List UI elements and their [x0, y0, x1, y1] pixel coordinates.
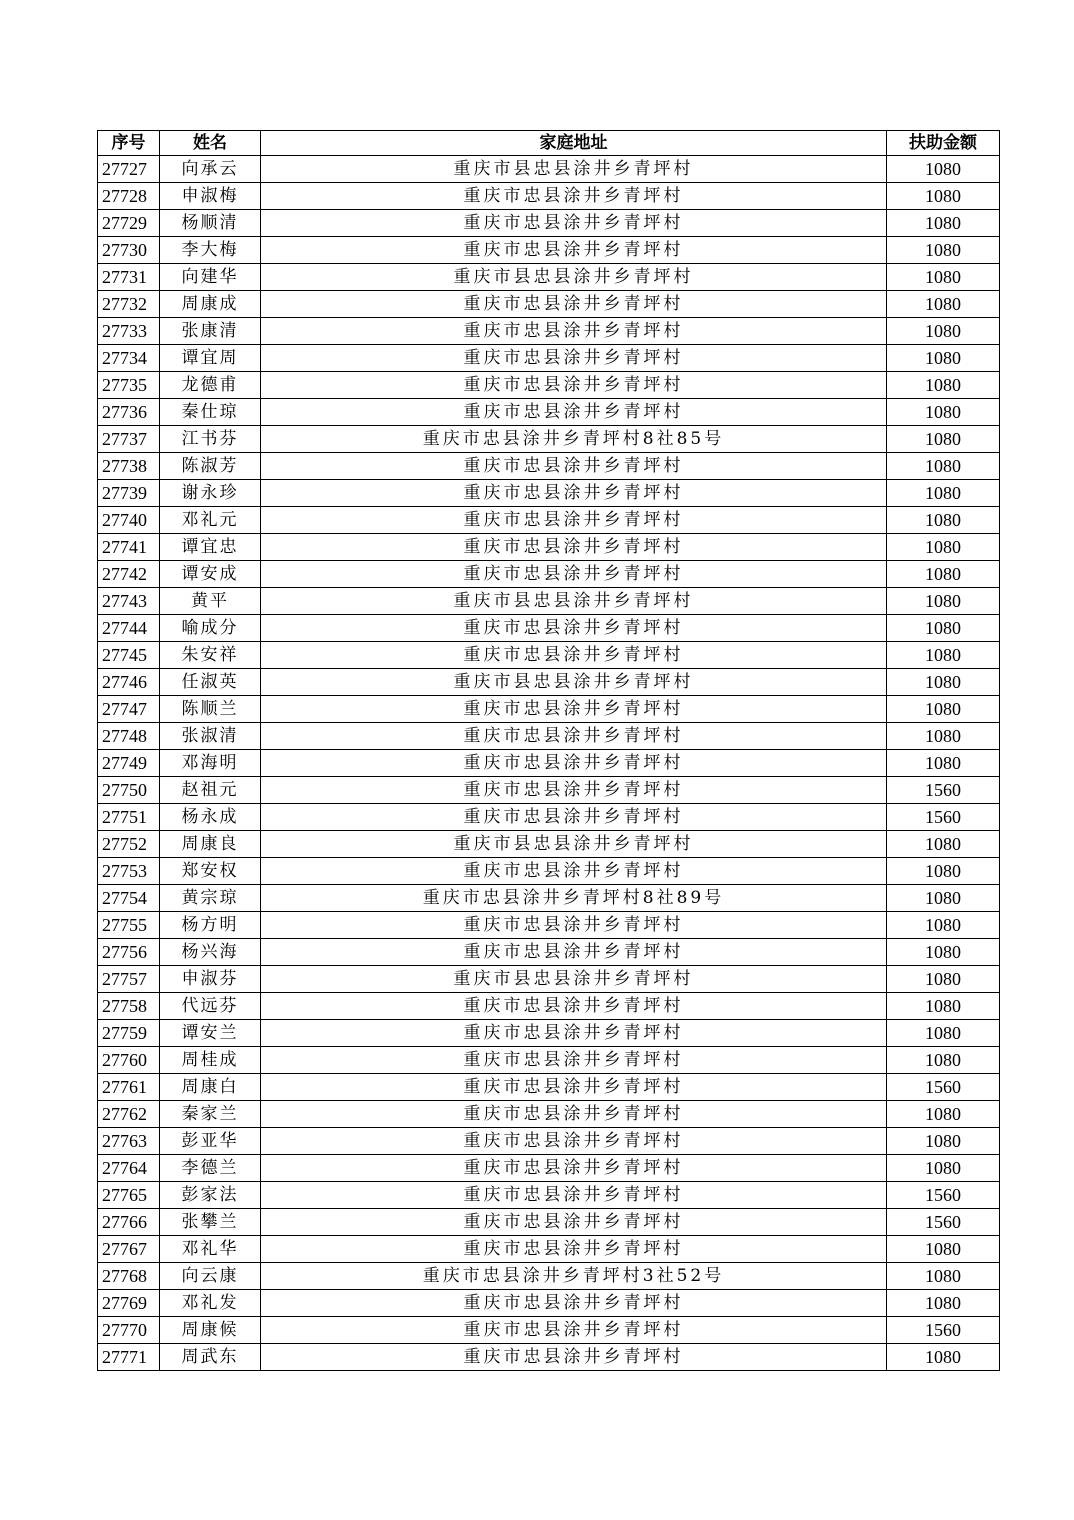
- row-number: 27757: [98, 966, 160, 993]
- row-address: 重庆市县忠县涂井乡青坪村: [261, 831, 887, 858]
- row-name: 李德兰: [160, 1155, 261, 1182]
- table-row: [98, 750, 1000, 777]
- row-number: 27765: [98, 1182, 160, 1209]
- row-number: 27731: [98, 264, 160, 291]
- row-number: 27771: [98, 1344, 160, 1371]
- row-name: 李大梅: [160, 237, 261, 264]
- row-name: 谢永珍: [160, 480, 261, 507]
- table-row: [98, 372, 1000, 399]
- row-amount: 1080: [887, 1155, 1000, 1182]
- row-address: 重庆市县忠县涂井乡青坪村: [261, 669, 887, 696]
- table-row: [98, 318, 1000, 345]
- row-amount: 1080: [887, 939, 1000, 966]
- row-amount: 1080: [887, 750, 1000, 777]
- row-amount: 1080: [887, 993, 1000, 1020]
- row-number: 27741: [98, 534, 160, 561]
- table-row: [98, 1101, 1000, 1128]
- row-amount: 1080: [887, 615, 1000, 642]
- row-amount: 1080: [887, 858, 1000, 885]
- row-name: 杨方明: [160, 912, 261, 939]
- row-address: 重庆市忠县涂井乡青坪村: [261, 399, 887, 426]
- table-row: [98, 696, 1000, 723]
- row-number: 27756: [98, 939, 160, 966]
- row-name: 周康良: [160, 831, 261, 858]
- table-row: [98, 642, 1000, 669]
- row-number: 27734: [98, 345, 160, 372]
- header-address: 家庭地址: [261, 131, 887, 156]
- row-address: 重庆市县忠县涂井乡青坪村: [261, 264, 887, 291]
- table-row: [98, 1182, 1000, 1209]
- row-number: 27753: [98, 858, 160, 885]
- table-row: [98, 939, 1000, 966]
- row-address: 重庆市忠县涂井乡青坪村: [261, 696, 887, 723]
- row-number: 27749: [98, 750, 160, 777]
- row-address: 重庆市忠县涂井乡青坪村: [261, 993, 887, 1020]
- table-row: [98, 291, 1000, 318]
- row-name: 申淑梅: [160, 183, 261, 210]
- row-number: 27727: [98, 156, 160, 183]
- row-amount: 1080: [887, 1236, 1000, 1263]
- row-name: 向承云: [160, 156, 261, 183]
- row-number: 27761: [98, 1074, 160, 1101]
- row-name: 秦家兰: [160, 1101, 261, 1128]
- row-number: 27728: [98, 183, 160, 210]
- row-name: 杨顺清: [160, 210, 261, 237]
- row-address: 重庆市忠县涂井乡青坪村8社89号: [261, 885, 887, 912]
- row-amount: 1560: [887, 777, 1000, 804]
- row-address: 重庆市忠县涂井乡青坪村: [261, 345, 887, 372]
- table-row: [98, 1155, 1000, 1182]
- row-number: 27744: [98, 615, 160, 642]
- table-row: [98, 345, 1000, 372]
- header-no: 序号: [98, 131, 160, 156]
- assistance-table: [97, 130, 1000, 1371]
- table-row: [98, 426, 1000, 453]
- table-row: [98, 453, 1000, 480]
- row-amount: 1080: [887, 237, 1000, 264]
- row-amount: 1080: [887, 1263, 1000, 1290]
- row-number: 27763: [98, 1128, 160, 1155]
- row-name: 陈顺兰: [160, 696, 261, 723]
- row-amount: 1080: [887, 210, 1000, 237]
- row-name: 郑安权: [160, 858, 261, 885]
- row-name: 谭安兰: [160, 1020, 261, 1047]
- table-row: [98, 156, 1000, 183]
- row-amount: 1080: [887, 696, 1000, 723]
- row-name: 黄宗琼: [160, 885, 261, 912]
- table-row: [98, 1074, 1000, 1101]
- row-number: 27760: [98, 1047, 160, 1074]
- row-amount: 1080: [887, 885, 1000, 912]
- row-address: 重庆市忠县涂井乡青坪村: [261, 939, 887, 966]
- row-name: 谭安成: [160, 561, 261, 588]
- row-address: 重庆市忠县涂井乡青坪村: [261, 804, 887, 831]
- row-number: 27729: [98, 210, 160, 237]
- row-amount: 1560: [887, 1182, 1000, 1209]
- row-address: 重庆市忠县涂井乡青坪村: [261, 210, 887, 237]
- table-row: [98, 669, 1000, 696]
- row-amount: 1080: [887, 1344, 1000, 1371]
- header-row: [98, 131, 1000, 156]
- row-number: 27758: [98, 993, 160, 1020]
- row-address: 重庆市忠县涂井乡青坪村: [261, 777, 887, 804]
- row-number: 27755: [98, 912, 160, 939]
- row-name: 张淑清: [160, 723, 261, 750]
- row-amount: 1080: [887, 669, 1000, 696]
- header-name: 姓名: [160, 131, 261, 156]
- row-address: 重庆市忠县涂井乡青坪村: [261, 1344, 887, 1371]
- row-name: 周康候: [160, 1317, 261, 1344]
- row-number: 27767: [98, 1236, 160, 1263]
- row-address: 重庆市忠县涂井乡青坪村3社52号: [261, 1263, 887, 1290]
- table-row: [98, 561, 1000, 588]
- row-number: 27766: [98, 1209, 160, 1236]
- row-address: 重庆市忠县涂井乡青坪村: [261, 1155, 887, 1182]
- row-amount: 1080: [887, 426, 1000, 453]
- row-amount: 1080: [887, 1128, 1000, 1155]
- row-amount: 1080: [887, 507, 1000, 534]
- row-number: 27762: [98, 1101, 160, 1128]
- row-name: 周武东: [160, 1344, 261, 1371]
- row-amount: 1080: [887, 345, 1000, 372]
- header-amount: 扶助金额: [887, 131, 1000, 156]
- row-address: 重庆市忠县涂井乡青坪村: [261, 1236, 887, 1263]
- row-number: 27770: [98, 1317, 160, 1344]
- row-amount: 1080: [887, 480, 1000, 507]
- row-number: 27740: [98, 507, 160, 534]
- row-address: 重庆市忠县涂井乡青坪村: [261, 1317, 887, 1344]
- row-amount: 1080: [887, 453, 1000, 480]
- row-amount: 1080: [887, 831, 1000, 858]
- row-amount: 1560: [887, 1074, 1000, 1101]
- row-address: 重庆市忠县涂井乡青坪村: [261, 1101, 887, 1128]
- row-name: 陈淑芳: [160, 453, 261, 480]
- row-name: 向建华: [160, 264, 261, 291]
- row-address: 重庆市忠县涂井乡青坪村: [261, 750, 887, 777]
- row-number: 27745: [98, 642, 160, 669]
- row-name: 龙德甫: [160, 372, 261, 399]
- row-address: 重庆市忠县涂井乡青坪村: [261, 912, 887, 939]
- row-amount: 1080: [887, 966, 1000, 993]
- row-number: 27748: [98, 723, 160, 750]
- table-row: [98, 1209, 1000, 1236]
- table-row: [98, 1344, 1000, 1371]
- row-number: 27735: [98, 372, 160, 399]
- row-name: 周桂成: [160, 1047, 261, 1074]
- table-row: [98, 210, 1000, 237]
- row-address: 重庆市忠县涂井乡青坪村: [261, 615, 887, 642]
- row-address: 重庆市忠县涂井乡青坪村: [261, 642, 887, 669]
- row-name: 赵祖元: [160, 777, 261, 804]
- row-address: 重庆市忠县涂井乡青坪村: [261, 723, 887, 750]
- row-address: 重庆市忠县涂井乡青坪村: [261, 237, 887, 264]
- row-amount: 1080: [887, 1020, 1000, 1047]
- row-address: 重庆市忠县涂井乡青坪村: [261, 183, 887, 210]
- row-number: 27739: [98, 480, 160, 507]
- row-amount: 1080: [887, 156, 1000, 183]
- row-name: 喻成分: [160, 615, 261, 642]
- row-amount: 1080: [887, 588, 1000, 615]
- row-amount: 1080: [887, 1290, 1000, 1317]
- row-number: 27743: [98, 588, 160, 615]
- row-address: 重庆市忠县涂井乡青坪村: [261, 561, 887, 588]
- row-number: 27737: [98, 426, 160, 453]
- row-number: 27732: [98, 291, 160, 318]
- row-number: 27769: [98, 1290, 160, 1317]
- row-amount: 1080: [887, 1101, 1000, 1128]
- row-name: 谭宜周: [160, 345, 261, 372]
- row-amount: 1560: [887, 1209, 1000, 1236]
- row-amount: 1080: [887, 561, 1000, 588]
- table-row: [98, 183, 1000, 210]
- table-row: [98, 1290, 1000, 1317]
- row-number: 27759: [98, 1020, 160, 1047]
- row-number: 27742: [98, 561, 160, 588]
- table-row: [98, 885, 1000, 912]
- row-amount: 1080: [887, 291, 1000, 318]
- row-address: 重庆市忠县涂井乡青坪村: [261, 372, 887, 399]
- row-number: 27768: [98, 1263, 160, 1290]
- table-row: [98, 264, 1000, 291]
- row-address: 重庆市县忠县涂井乡青坪村: [261, 966, 887, 993]
- table-row: [98, 1128, 1000, 1155]
- row-name: 杨兴海: [160, 939, 261, 966]
- row-name: 黄平: [160, 588, 261, 615]
- row-name: 秦仕琼: [160, 399, 261, 426]
- row-name: 申淑芬: [160, 966, 261, 993]
- row-name: 彭家法: [160, 1182, 261, 1209]
- row-amount: 1080: [887, 264, 1000, 291]
- row-address: 重庆市县忠县涂井乡青坪村: [261, 156, 887, 183]
- row-number: 27754: [98, 885, 160, 912]
- row-number: 27738: [98, 453, 160, 480]
- row-address: 重庆市忠县涂井乡青坪村: [261, 1128, 887, 1155]
- table-row: [98, 777, 1000, 804]
- row-name: 周康白: [160, 1074, 261, 1101]
- row-name: 朱安祥: [160, 642, 261, 669]
- row-address: 重庆市忠县涂井乡青坪村: [261, 318, 887, 345]
- row-name: 周康成: [160, 291, 261, 318]
- row-address: 重庆市忠县涂井乡青坪村: [261, 1290, 887, 1317]
- row-address: 重庆市忠县涂井乡青坪村: [261, 507, 887, 534]
- row-name: 张攀兰: [160, 1209, 261, 1236]
- row-address: 重庆市忠县涂井乡青坪村8社85号: [261, 426, 887, 453]
- table-row: [98, 1047, 1000, 1074]
- row-address: 重庆市忠县涂井乡青坪村: [261, 291, 887, 318]
- row-name: 邓海明: [160, 750, 261, 777]
- row-name: 杨永成: [160, 804, 261, 831]
- row-address: 重庆市县忠县涂井乡青坪村: [261, 588, 887, 615]
- row-amount: 1080: [887, 642, 1000, 669]
- row-number: 27733: [98, 318, 160, 345]
- row-name: 张康清: [160, 318, 261, 345]
- row-name: 邓礼元: [160, 507, 261, 534]
- row-number: 27747: [98, 696, 160, 723]
- table-row: [98, 993, 1000, 1020]
- row-address: 重庆市忠县涂井乡青坪村: [261, 1020, 887, 1047]
- table-row: [98, 831, 1000, 858]
- table-row: [98, 1263, 1000, 1290]
- row-amount: 1080: [887, 534, 1000, 561]
- table-row: [98, 237, 1000, 264]
- row-name: 邓礼发: [160, 1290, 261, 1317]
- row-address: 重庆市忠县涂井乡青坪村: [261, 1074, 887, 1101]
- table-row: [98, 1020, 1000, 1047]
- table-row: [98, 615, 1000, 642]
- table-row: [98, 858, 1000, 885]
- table-row: [98, 399, 1000, 426]
- row-amount: 1080: [887, 399, 1000, 426]
- row-name: 江书芬: [160, 426, 261, 453]
- row-amount: 1080: [887, 1047, 1000, 1074]
- row-address: 重庆市忠县涂井乡青坪村: [261, 1182, 887, 1209]
- table-row: [98, 534, 1000, 561]
- row-name: 向云康: [160, 1263, 261, 1290]
- row-amount: 1560: [887, 804, 1000, 831]
- row-amount: 1080: [887, 183, 1000, 210]
- row-name: 彭亚华: [160, 1128, 261, 1155]
- row-amount: 1080: [887, 372, 1000, 399]
- row-address: 重庆市忠县涂井乡青坪村: [261, 1209, 887, 1236]
- table-row: [98, 804, 1000, 831]
- table-row: [98, 588, 1000, 615]
- row-number: 27764: [98, 1155, 160, 1182]
- table-row: [98, 1236, 1000, 1263]
- row-amount: 1080: [887, 912, 1000, 939]
- row-address: 重庆市忠县涂井乡青坪村: [261, 480, 887, 507]
- row-number: 27736: [98, 399, 160, 426]
- row-amount: 1080: [887, 318, 1000, 345]
- row-amount: 1560: [887, 1317, 1000, 1344]
- table-row: [98, 507, 1000, 534]
- row-name: 任淑英: [160, 669, 261, 696]
- table-row: [98, 966, 1000, 993]
- table-row: [98, 480, 1000, 507]
- row-address: 重庆市忠县涂井乡青坪村: [261, 453, 887, 480]
- table-row: [98, 912, 1000, 939]
- row-number: 27751: [98, 804, 160, 831]
- row-name: 谭宜忠: [160, 534, 261, 561]
- row-number: 27750: [98, 777, 160, 804]
- row-address: 重庆市忠县涂井乡青坪村: [261, 1047, 887, 1074]
- row-amount: 1080: [887, 723, 1000, 750]
- row-address: 重庆市忠县涂井乡青坪村: [261, 534, 887, 561]
- row-number: 27752: [98, 831, 160, 858]
- row-name: 邓礼华: [160, 1236, 261, 1263]
- table-row: [98, 1317, 1000, 1344]
- row-number: 27746: [98, 669, 160, 696]
- row-number: 27730: [98, 237, 160, 264]
- table-row: [98, 723, 1000, 750]
- row-address: 重庆市忠县涂井乡青坪村: [261, 858, 887, 885]
- row-name: 代远芬: [160, 993, 261, 1020]
